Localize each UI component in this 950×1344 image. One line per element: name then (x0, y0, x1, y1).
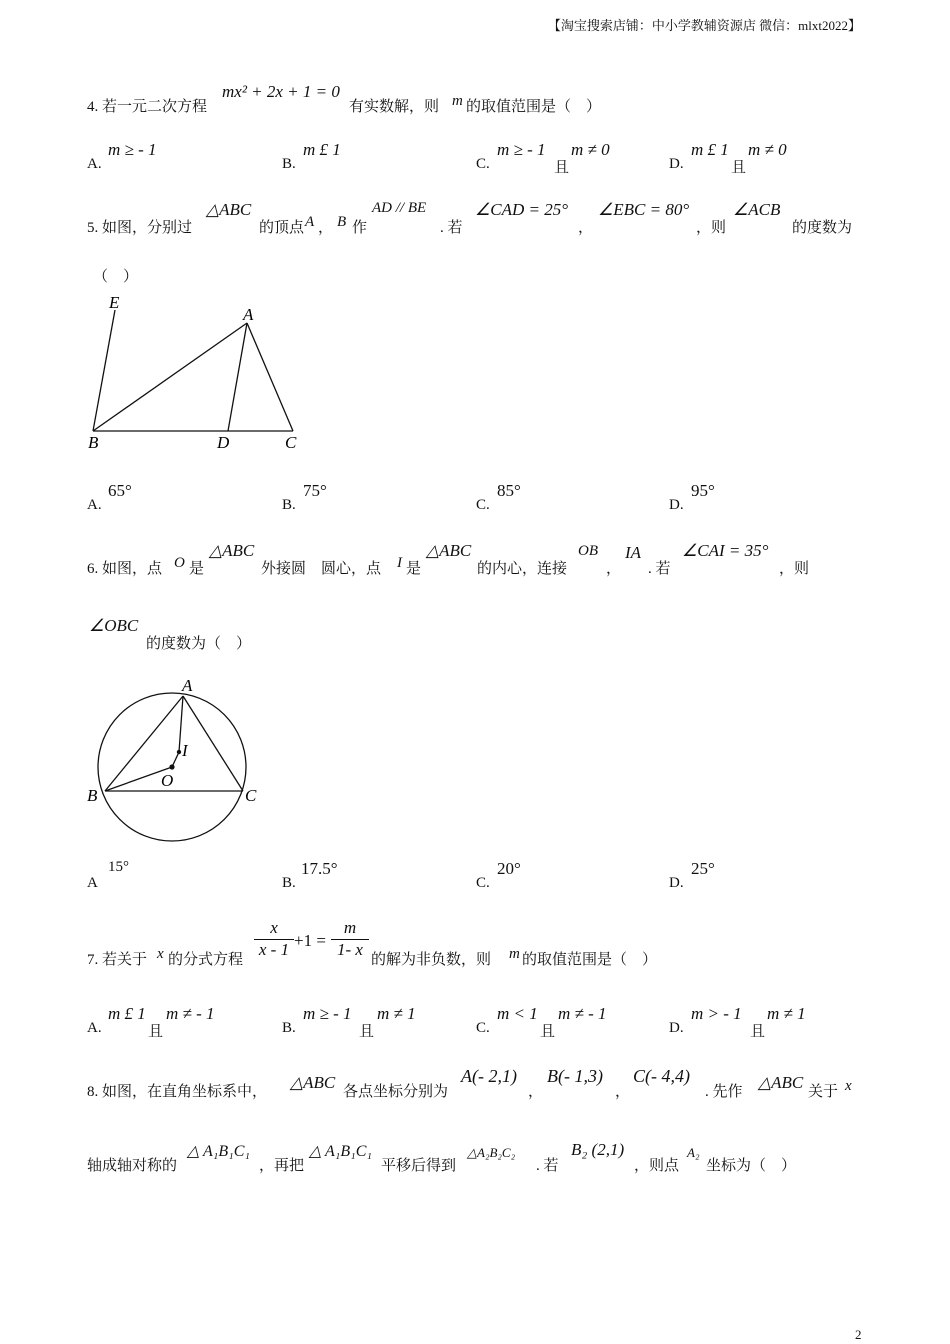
q5-angle-acb: ∠ACB (733, 200, 781, 219)
q7-option-a-expr: m £ 1 (108, 1004, 146, 1023)
q5-label-c: C (285, 433, 297, 452)
q6-stem-prefix: 6. 如图，点 (87, 561, 163, 577)
q8-point-c: C(- 4,4) (633, 1066, 690, 1086)
q6-label-a: A (182, 676, 193, 695)
q7-option-c-and: 且 (540, 1024, 556, 1040)
q6-angle-obc: ∠OBC (89, 616, 139, 635)
q6-angle-cai: ∠CAI = 35° (682, 541, 769, 560)
q4-option-d-expr: m £ 1 (691, 140, 729, 159)
q4-stem-prefix: 4. 若一元二次方程 (87, 99, 208, 115)
q4-option-c-expr: m ≥ - 1 (497, 140, 546, 159)
q4-equation: mx² + 2x + 1 = 0 (222, 82, 340, 101)
q6-option-d-value: 25° (691, 859, 715, 878)
q5-stem-prefix: 5. 如图，分别过 (87, 220, 193, 236)
q6-segment-ob: OB (578, 543, 598, 559)
q6-segment-ia: IA (625, 543, 642, 562)
q5-label-d: D (217, 433, 230, 452)
q8-triangle-2: △ABC (758, 1073, 804, 1092)
q6-ze: ，则 (779, 561, 810, 577)
q7-option-a-label: A. (87, 1020, 102, 1036)
q5-angle-cad: ∠CAD = 25° (475, 200, 569, 219)
q8-point-b2: B₂ (2,1) (571, 1140, 625, 1159)
q5-stem-mid: 的顶点 (259, 220, 305, 236)
q6-label-c: C (245, 786, 257, 805)
q6-option-c-value: 20° (497, 859, 521, 878)
q7-option-c-expr: m < 1 (497, 1004, 538, 1023)
q4-option-c-expr2: m ≠ 0 (571, 140, 610, 159)
q7-frac2-denominator: 1- x (337, 940, 363, 959)
q6-sep: ， (606, 561, 622, 577)
q5-triangle: △ABC (206, 200, 252, 219)
q6-point-i: I (397, 555, 402, 571)
page-number: 2 (855, 1327, 862, 1342)
q8-point-b: B(- 1,3) (547, 1066, 603, 1086)
q5-paren: （ ） (93, 269, 139, 285)
q8-line2-end: 坐标为（ ） (706, 1158, 797, 1174)
q7-option-b-and: 且 (359, 1024, 375, 1040)
q8-line2-ruo: . 若 (536, 1158, 559, 1174)
q4-stem-post: 有实数解，则 (349, 99, 440, 115)
incenter-dot (177, 750, 181, 754)
q7-option-b-label: B. (282, 1020, 296, 1036)
q5-angle-ebc: ∠EBC = 80° (598, 200, 690, 219)
q5-option-c-label: C. (476, 497, 490, 513)
q7-fraction-2 (331, 918, 369, 960)
q4-option-a-expr: m ≥ - 1 (108, 140, 157, 159)
q6-shi-1: 是 (189, 561, 205, 577)
q4-option-d-label: D. (669, 156, 684, 172)
q8-stem-mid3: 关于 (808, 1084, 839, 1100)
q5-option-c-value: 85° (497, 481, 521, 500)
q5-point-b: B (337, 214, 347, 230)
q6-option-d-label: D. (669, 875, 684, 891)
q7-option-a-and: 且 (148, 1024, 164, 1040)
q8-sep2: ， (615, 1084, 631, 1100)
q8-line2-post: ，则点 (634, 1158, 680, 1174)
q6-option-b-value: 17.5° (301, 859, 338, 878)
page-header: 【淘宝搜索店铺：中小学教辅资源店 微信：mlxt2022】 (547, 18, 861, 33)
q8-triangle: △ABC (290, 1073, 336, 1092)
q5-stem-end: 的度数为 (792, 220, 853, 236)
q7-option-d-label: D. (669, 1020, 684, 1036)
q5-comma: ， (318, 220, 334, 236)
q8-var-x: x (845, 1078, 852, 1094)
q8-stem-mid1: 各点坐标分别为 (343, 1084, 449, 1100)
q6-label-i: I (182, 741, 188, 760)
q6-option-c-label: C. (476, 875, 490, 891)
q5-label-b: B (88, 433, 99, 452)
q5-label-a: A (243, 305, 254, 324)
q5-option-d-label: D. (669, 497, 684, 513)
q7-option-a-expr2: m ≠ - 1 (166, 1004, 215, 1023)
segment-be (93, 310, 115, 431)
q7-stem-post: 的解为非负数，则 (371, 952, 492, 968)
q6-point-o: O (174, 555, 185, 571)
q4-option-a-label: A. (87, 156, 102, 172)
q5-option-b-label: B. (282, 497, 296, 513)
q8-line2-mid2: 平移后得到 (381, 1158, 457, 1174)
q5-option-a-value: 65° (108, 481, 132, 500)
q5-ruo: . 若 (440, 220, 463, 236)
q6-stem-mid1: 外接圆 圆心，点 (261, 561, 382, 577)
q6-stem-end: 的度数为（ ） (146, 636, 252, 652)
q4-option-d-and: 且 (731, 160, 747, 176)
q8-point-a: A(- 2,1) (461, 1066, 517, 1086)
q8-triangle-a2b2c2: △A₂B₂C₂ (467, 1145, 516, 1160)
q6-label-b: B (87, 786, 98, 805)
q7-option-b-expr: m ≥ - 1 (303, 1004, 352, 1023)
q5-sep: ， (578, 220, 594, 236)
q6-ruo: . 若 (648, 561, 671, 577)
q5-option-a-label: A. (87, 497, 102, 513)
q7-stem-end: 的取值范围是（ ） (522, 952, 658, 968)
q4-option-c-label: C. (476, 156, 490, 172)
q5-point-a: A (305, 214, 315, 230)
segment-ad (228, 323, 247, 431)
segment-ba (93, 323, 247, 431)
q6-triangle-1: △ABC (209, 541, 255, 560)
q8-triangle-a1b1c1: △ A₁B₁C₁ (187, 1143, 250, 1160)
circumcenter-dot (169, 764, 174, 769)
q6-option-a-label: A (87, 875, 98, 891)
q7-var-m: m (509, 946, 520, 962)
q5-option-d-value: 95° (691, 481, 715, 500)
q4-var: m (452, 93, 463, 109)
q7-stem-mid: 的分式方程 (168, 952, 244, 968)
q7-frac1-denominator: x - 1 (258, 940, 290, 959)
q8-line2-prefix: 轴成轴对称的 (87, 1158, 178, 1174)
q8-sep1: ， (528, 1084, 544, 1100)
q7-frac1-numerator: x (270, 918, 278, 937)
q6-label-o: O (161, 771, 174, 790)
q6-triangle-2: △ABC (426, 541, 472, 560)
q4-stem-end: 的取值范围是（ ） (466, 99, 602, 115)
q5-parallel: AD // BE (372, 200, 427, 216)
q7-fraction-1 (254, 918, 294, 960)
segment-ac (183, 696, 243, 791)
q7-option-d-expr2: m ≠ 1 (767, 1004, 806, 1023)
q7-plus-one: +1 = (294, 931, 326, 950)
q4-option-b-expr: m £ 1 (303, 140, 341, 159)
q5-label-e: E (109, 293, 120, 312)
q5-zuo: 作 (352, 220, 368, 236)
q5-option-b-value: 75° (303, 481, 327, 500)
q8-stem-mid2: . 先作 (705, 1084, 743, 1100)
q8-stem-prefix: 8. 如图，在直角坐标系中， (87, 1084, 268, 1100)
q7-var-x: x (157, 946, 164, 962)
q6-shi-2: 是 (406, 561, 422, 577)
q5-figure (85, 292, 305, 452)
q7-stem-prefix: 7. 若关于 (87, 952, 148, 968)
q8-point-a2: A₂ (687, 1145, 700, 1160)
q4-option-d-expr2: m ≠ 0 (748, 140, 787, 159)
q7-option-d-and: 且 (750, 1024, 766, 1040)
q6-stem-mid2: 的内心，连接 (477, 561, 568, 577)
q6-option-b-label: B. (282, 875, 296, 891)
q7-option-d-expr: m > - 1 (691, 1004, 742, 1023)
q6-option-a-value: 15° (108, 859, 129, 875)
q7-option-b-expr2: m ≠ 1 (377, 1004, 416, 1023)
q7-option-c-expr2: m ≠ - 1 (558, 1004, 607, 1023)
q7-option-c-label: C. (476, 1020, 490, 1036)
q8-triangle-a1b1c1-2: △ A₁B₁C₁ (309, 1143, 372, 1160)
q7-frac2-numerator: m (343, 918, 357, 937)
q6-figure (85, 672, 275, 847)
q4-option-c-and: 且 (554, 160, 570, 176)
q8-line2-mid: ，再把 (259, 1158, 305, 1174)
segment-ac (247, 323, 293, 431)
q4-option-b-label: B. (282, 156, 296, 172)
q5-ze: ，则 (696, 220, 727, 236)
